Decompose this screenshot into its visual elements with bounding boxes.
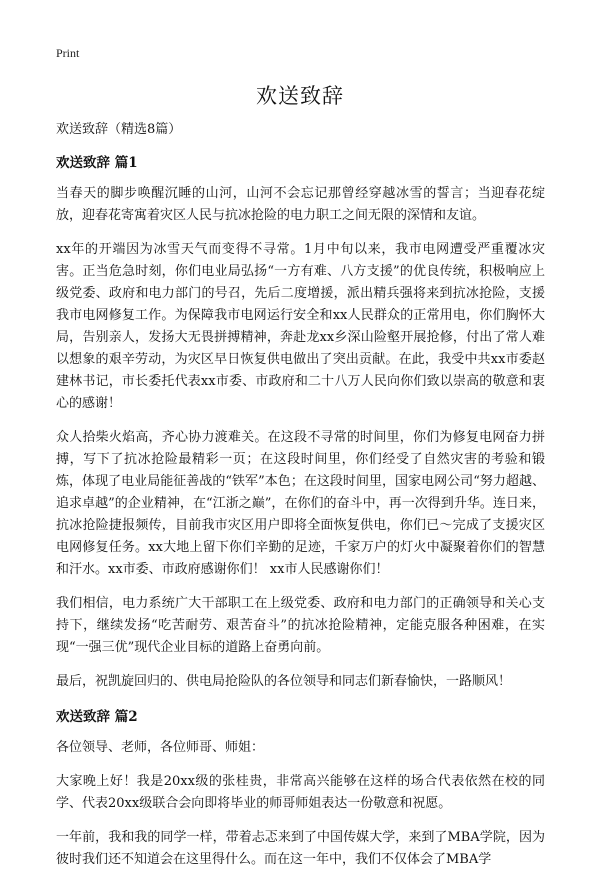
paragraph: 当春天的脚步唤醒沉睡的山河，山河不会忘记那曾经穿越冰雪的誓言；当迎春花绽放，迎春花寄寓着灾区人民与抗冰抢险的电力职工之间无限的深情和友谊。 xyxy=(56,186,545,223)
document-body xyxy=(56,118,545,883)
document-subtitle: 欢送致辞（精选8篇） xyxy=(56,122,182,137)
paragraph: 各位领导、老师，各位师哥、师姐： xyxy=(56,740,265,755)
paragraph: xx年的开端因为冰雪天气而变得不寻常。1月中旬以来，我市电网遭受严重覆冰灾害。正当危急时刻，你们电业局弘扬“一方有难、八方支援”的优良传统，积极响应上级党委、政府和电力部门的号召，先后二度增援，派出精兵强将来到抗冰抢险，支援我市电网修复工作。为保障我市电网运行安全和xx人民群众的正常用电，你们胸怀大局，告别亲人，发扬大无畏拼搏精神，奔赴龙xx乡深山险壑开展抢修，付出了常人难以想象的艰辛劳动，为灾区早日恢复供电做出了突出贡献。在此，我受中共xx市委赵建林书记，市长委托代表xx市委、市政府和二十八万人民向你们致以崇高的敬意和衷心的感谢！ xyxy=(56,242,545,411)
section-heading: 欢送致辞 篇1 xyxy=(56,155,138,171)
section-heading: 欢送致辞 篇2 xyxy=(56,709,138,725)
paragraph: 大家晚上好！我是20xx级的张桂贵，非常高兴能够在这样的场合代表依然在校的同学、代表20xx级联合会向即将毕业的师哥师姐表达一份敬意和祝愿。 xyxy=(56,774,545,811)
print-link[interactable]: Print xyxy=(56,46,80,60)
paragraph: 我们相信，电力系统广大干部职工在上级党委、政府和电力部门的正确领导和关心支持下，继续发扬“吃苦耐劳、艰苦奋斗”的抗冰抢险精神，定能克服各种困难，在实现“一强三优”现代企业目标的道路上奋勇向前。 xyxy=(56,596,545,655)
paragraph: 一年前，我和我的同学一样，带着忐忑来到了中国传媒大学，来到了MBA学院，因为彼时我们还不知道会在这里得什么。而在这一年中，我们不仅体会了MBA学 xyxy=(56,830,545,867)
paragraph: 众人拾柴火焰高，齐心协力渡难关。在这段不寻常的时间里，你们为修复电网奋力拼搏，写下了抗冰抢险最精彩一页；在这段时间里，你们经受了自然灾害的考验和锻炼，体现了电业局能征善战的“铁军”本色；在这段时间里，国家电网公司“努力超越、追求卓越”的企业精神，在“江浙之巅”，在你们的奋斗中，再一次得到升华。连日来，抗冰抢险捷报频传，目前我市灾区用户即将全面恢复供电，你们已～完成了支援灾区电网修复任务。xx大地上留下你们辛勤的足迹，千家万户的灯火中凝聚着你们的智慧和汗水。xx市委、市政府感谢你们！ xx市人民感谢你们！ xyxy=(56,430,545,577)
page-title: 欢送致辞 xyxy=(256,84,344,108)
paragraph: 最后，祝凯旋回归的、供电局抢险队的各位领导和同志们新春愉快，一路顺风！ xyxy=(56,674,512,689)
